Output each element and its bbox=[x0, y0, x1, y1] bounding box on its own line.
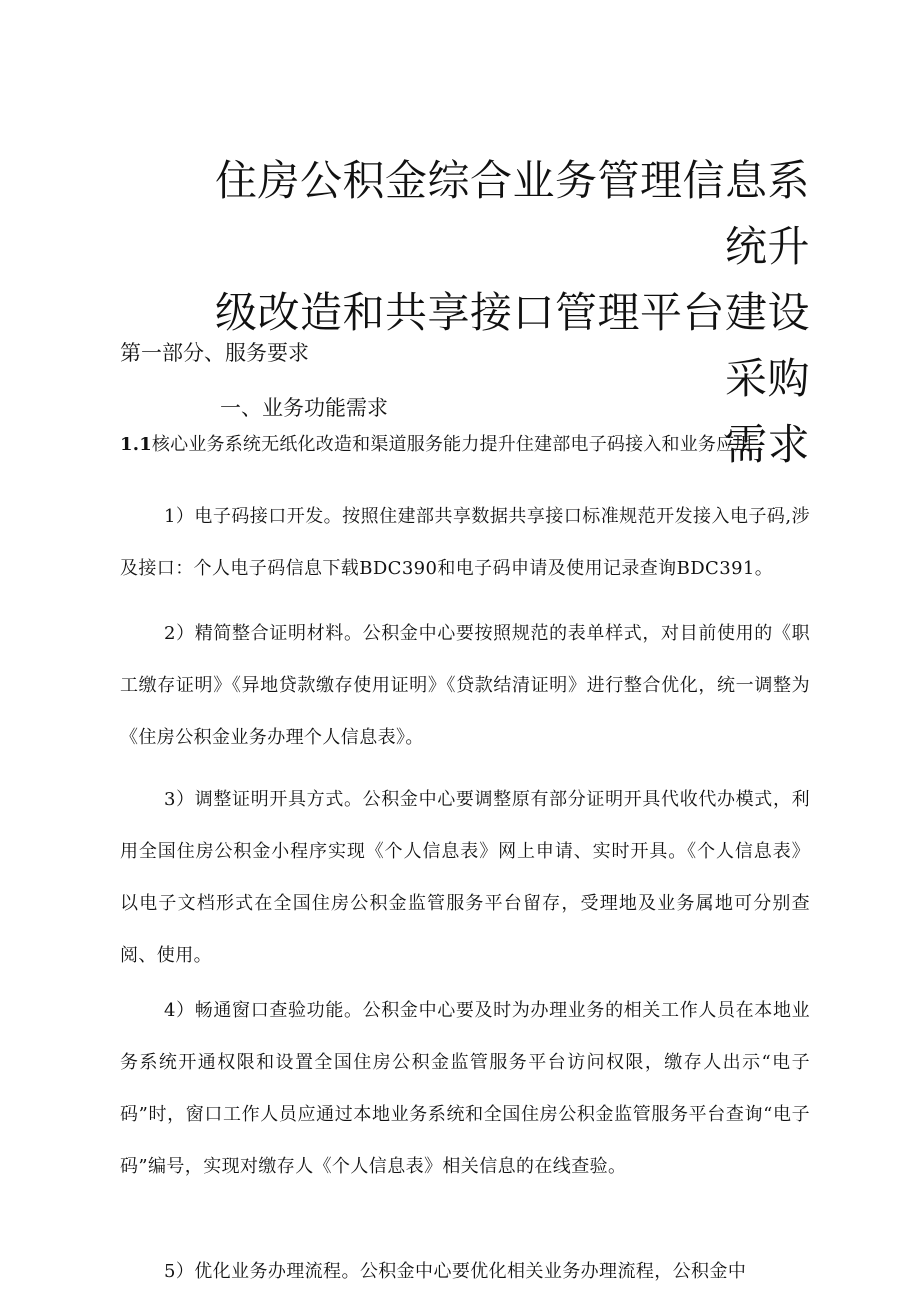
paragraph-certificate-issuance: 3）调整证明开具方式。公积金中心要调整原有部分证明开具代收代办模式，利用全国住房公积金小程序实现《个人信息表》网上申请、实时开具。《个人信息表》以电子文档形式在全国住房公积金监管服务平台留存，受理地及业务属地可分别查阅、使用。 bbox=[120, 789, 810, 966]
section-heading: 一、业务功能需求 bbox=[220, 396, 388, 420]
paragraph-simplify-certificates: 2）精简整合证明材料。公积金中心要按照规范的表单样式，对目前使用的《职工缴存证明》《异地贷款缴存使用证明》《贷款结清证明》进行整合优化，统一调整为《住房公积金业务办理个人信息表》。 bbox=[120, 623, 810, 748]
paragraph-optimize-process: 5）优化业务办理流程。公积金中心要优化相关业务办理流程，公积金中 bbox=[164, 1261, 747, 1282]
subsection-heading bbox=[120, 430, 820, 460]
title-line-3: 需求 bbox=[724, 420, 810, 470]
paragraph-electronic-code-interface: 1）电子码接口开发。按照住建部共享数据共享接口标准规范开发接入电子码,涉及接口：个人电子码信息下载BDC390和电子码申请及使用记录查询BDC391。 bbox=[120, 506, 810, 579]
subsection-number: 1.1 bbox=[120, 434, 152, 455]
paragraph-window-verification: 4）畅通窗口查验功能。公积金中心要及时为办理业务的相关工作人员在本地业务系统开通权限和设置全国住房公积金监管服务平台访问权限，缴存人出示“电子码”时，窗口工作人员应通过本地业务系统和全国住房公积金监管服务平台查询“电子码”编号，实现对缴存人《个人信息表》相关信息的在线查验。 bbox=[120, 1000, 810, 1177]
subsection-text: 核心业务系统无纸化改造和渠道服务能力提升住建部电子码接入和业务应用 bbox=[151, 434, 753, 455]
title-line-2: 级改造和共享接口管理平台建设采购 bbox=[214, 288, 810, 404]
document-title bbox=[210, 148, 810, 478]
title-line-1: 住房公积金综合业务管理信息系统升 bbox=[214, 156, 810, 272]
part-heading: 第一部分、服务要求 bbox=[120, 341, 309, 365]
